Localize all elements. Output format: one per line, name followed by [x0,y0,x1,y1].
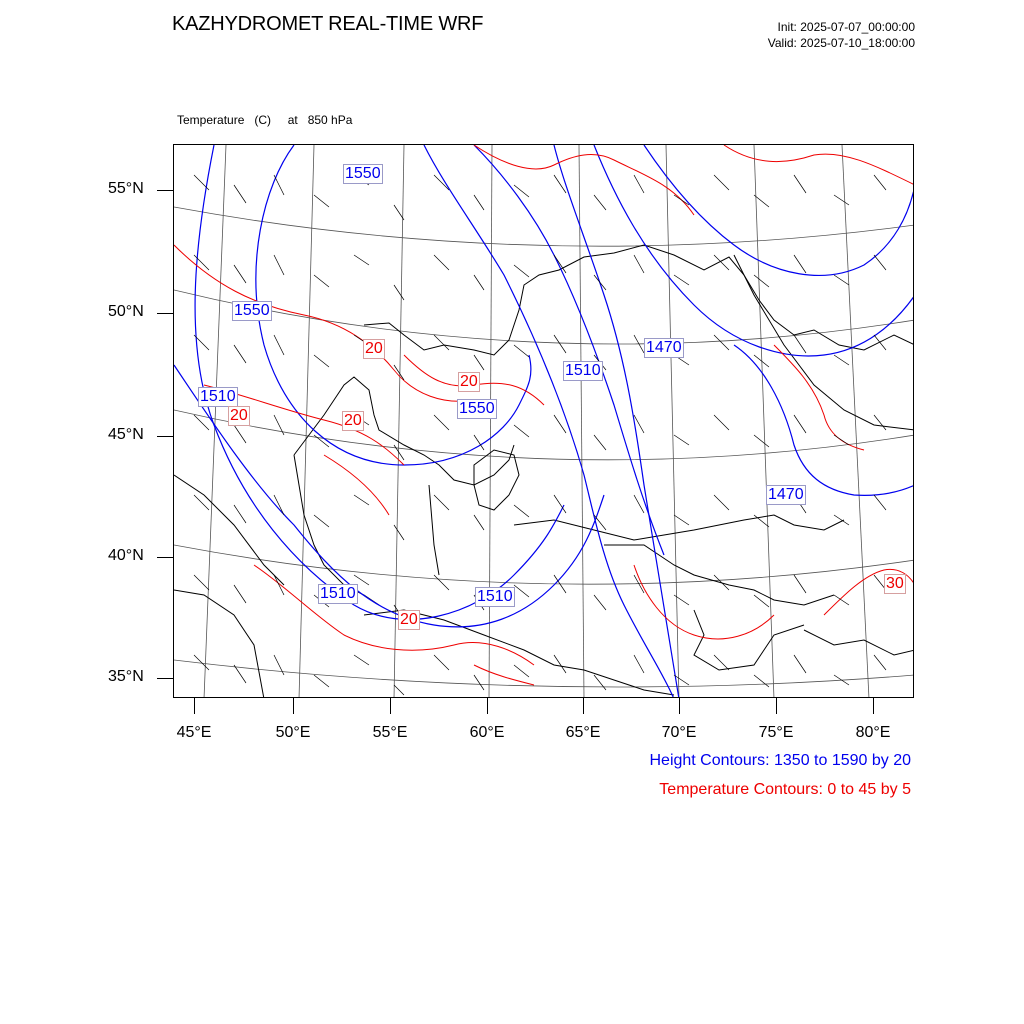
valid-time: Valid: 2025-07-10_18:00:00 [767,36,915,50]
graticule-lon-80 [842,145,869,698]
aral-sea [474,450,519,510]
lon-label-80: 80°E [855,724,891,741]
height-legend: Height Contours: 1350 to 1590 by 20 [649,752,911,769]
height-label: 1550 [234,302,270,319]
graticule-lat-50 [174,290,914,344]
temperature-contours [174,145,914,685]
wind-barb-row-2 [194,255,886,300]
lon-tick [873,698,874,714]
graticule-lat-40 [174,545,914,584]
temperature-label: 20 [460,373,478,390]
temp-contour-25 [634,565,774,639]
height-label: 1550 [345,165,381,182]
lon-label-50: 50°E [275,724,311,741]
lat-label-35: 35°N [108,668,144,685]
height-label: 1470 [646,339,682,356]
lat-tick [157,313,173,314]
graticule-lat-45 [174,410,914,460]
temp-contour-20f [774,345,864,450]
chart-title: KAZHYDROMET REAL-TIME WRF [172,13,484,35]
lat-tick [157,557,173,558]
height-contour-1510b [424,145,674,698]
temperature-label: 20 [230,407,248,424]
caspian-south-shore [294,455,379,605]
temp-contour-20e [324,455,389,515]
temperature-label: 20 [400,611,418,628]
caspian-east-shore [294,377,514,485]
caucasus-border [174,475,284,585]
wind-barbs [194,175,886,695]
temperature-label: 20 [344,412,362,429]
temperature-label: 30 [886,575,904,592]
country-border-north [364,245,914,355]
height-contour-1490 [474,145,664,555]
wind-barb-row-1 [194,175,886,220]
lat-tick [157,678,173,679]
lat-tick [157,190,173,191]
lon-label-55: 55°E [372,724,408,741]
afghan-pak-border [694,610,804,670]
temp-contour-20g [474,665,534,685]
graticule-lon-45 [204,145,226,698]
lon-tick [583,698,584,714]
graticule [174,145,914,698]
wind-barb-row-4 [194,415,886,460]
lon-tick [679,698,680,714]
lat-label-50: 50°N [108,303,144,320]
lat-label-45: 45°N [108,426,144,443]
lat-label-40: 40°N [108,547,144,564]
lat-label-55: 55°N [108,180,144,197]
lon-tick [194,698,195,714]
graticule-lon-70 [666,145,679,698]
iraq-border [174,590,264,698]
lon-tick [776,698,777,714]
lon-tick [390,698,391,714]
graticule-lat-35 [174,660,914,687]
height-contour-1510a [174,365,604,627]
lon-label-75: 75°E [758,724,794,741]
height-contour-1470b [734,345,914,495]
field-temperature: Temperature (C) at 850 hPa [177,113,353,127]
height-contour-1490b [554,145,679,698]
lon-tick [293,698,294,714]
temp-contour-20d [254,565,534,665]
timestamps [768,19,915,51]
temperature-label: 20 [365,340,383,357]
height-label: 1510 [565,362,601,379]
graticule-lon-60 [489,145,492,698]
temp-contour-15a [474,145,694,215]
lon-label-70: 70°E [661,724,697,741]
coastlines-borders [174,245,914,698]
graticule-lon-75 [754,145,774,698]
height-label: 1470 [768,486,804,503]
map-plot-area[interactable] [173,144,914,698]
lon-label-45: 45°E [176,724,212,741]
height-contour-1450 [644,145,914,275]
temperature-legend: Temperature Contours: 0 to 45 by 5 [659,781,911,798]
graticule-lat-55 [174,207,914,246]
graticule-lon-65 [579,145,584,698]
height-contours [174,145,914,698]
height-contour-1550a [195,145,564,619]
init-time: Init: 2025-07-07_00:00:00 [777,20,915,34]
height-contour-1470a [594,145,914,356]
temp-contour-15b [724,145,914,185]
height-label: 1510 [477,588,513,605]
map-canvas [174,145,914,698]
height-label: 1550 [459,400,495,417]
lat-tick [157,436,173,437]
height-label: 1510 [200,388,236,405]
wind-barb-row-7 [194,655,886,695]
lon-label-60: 60°E [469,724,505,741]
lon-tick [487,698,488,714]
lon-label-65: 65°E [565,724,601,741]
tajik-border [604,545,834,605]
height-label: 1510 [320,585,356,602]
himalaya-border [804,630,914,655]
